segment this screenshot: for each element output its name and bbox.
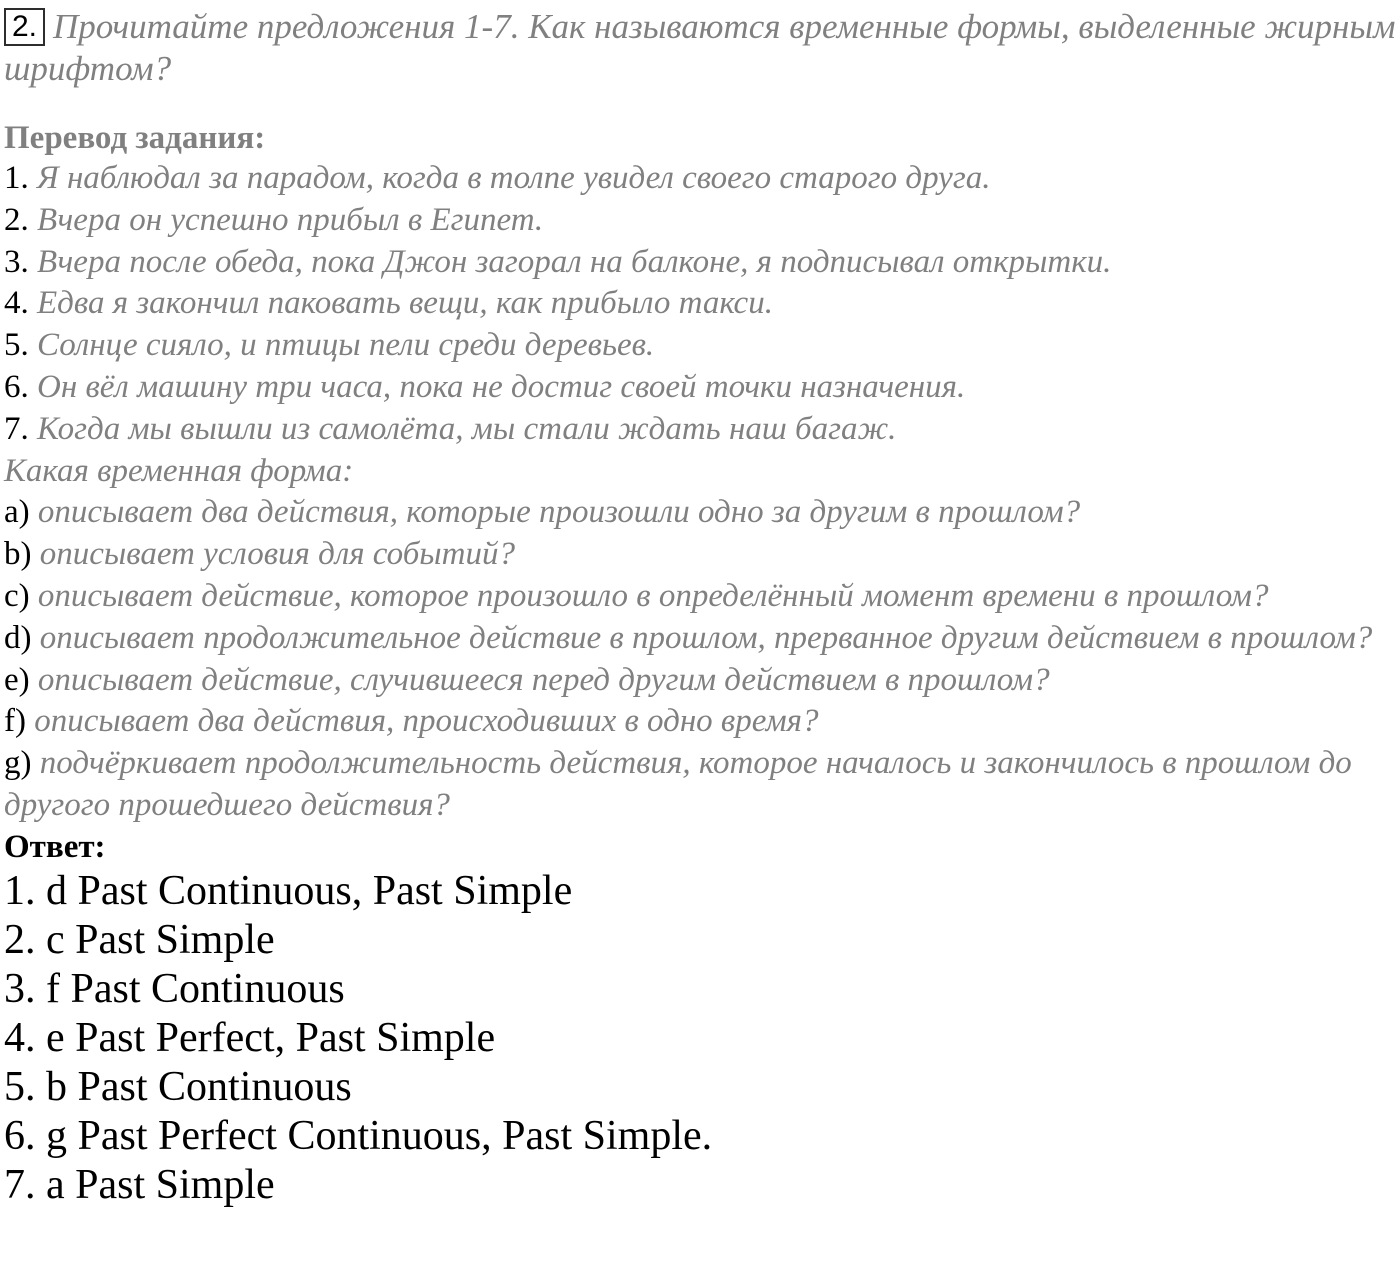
- sentence-text: Когда мы вышли из самолёта, мы стали ждать наш багаж.: [37, 410, 897, 447]
- option-text: описывает действие, случившееся перед другим действием в прошлом?: [37, 661, 1050, 698]
- sentence-text: Я наблюдал за парадом, когда в толпе увидел своего старого друга.: [37, 160, 991, 196]
- answer-line: 4. e Past Perfect, Past Simple: [4, 1014, 496, 1061]
- answer-line: 5. b Past Continuous: [4, 1063, 352, 1110]
- option-item: [4, 743, 1400, 827]
- answer-line: 7. a Past Simple: [4, 1161, 275, 1208]
- sentence-text: Вчера после обеда, пока Джон загорал на балконе, я подписывал открытки.: [37, 243, 1112, 280]
- sentence-number: 2.: [4, 201, 29, 238]
- sentence-text: Вчера он успешно прибыл в Египет.: [37, 201, 544, 238]
- sentence-text: Солнце сияло, и птицы пели среди деревьев.: [37, 327, 655, 364]
- sentence-item: [4, 158, 1400, 200]
- option-item: [4, 534, 1400, 576]
- option-text: описывает два действия, происходивших в одно время?: [34, 703, 819, 740]
- answer-line: 3. f Past Continuous: [4, 965, 345, 1012]
- translation-heading: Перевод задания:: [4, 120, 266, 156]
- option-letter: c): [4, 577, 30, 614]
- sentence-number: 6.: [4, 368, 29, 405]
- sentence-text: Едва я закончил паковать вещи, как прибыло такси.: [37, 285, 773, 322]
- sentence-number: 5.: [4, 327, 29, 364]
- option-item: [4, 660, 1400, 702]
- spacer: [4, 90, 1400, 118]
- option-text: описывает действие, которое произошло в определённый момент времени в прошлом?: [37, 577, 1269, 614]
- option-list: [4, 492, 1400, 826]
- task-header: [4, 6, 1400, 90]
- answer-heading: Ответ:: [4, 828, 106, 865]
- option-letter: d): [4, 619, 32, 656]
- option-letter: f): [4, 703, 26, 740]
- option-letter: b): [4, 536, 32, 573]
- answer-line: 6. g Past Perfect Continuous, Past Simple.: [4, 1112, 713, 1159]
- option-item: [4, 618, 1400, 660]
- task-instruction: Прочитайте предложения 1-7. Как называются временные формы, выделенные жирным шрифтом?: [4, 7, 1396, 88]
- sentence-number: 4.: [4, 285, 29, 322]
- answer-line: 2. c Past Simple: [4, 916, 275, 963]
- sentence-item: [4, 200, 1400, 242]
- sentence-item: [4, 283, 1400, 325]
- question-prompt: Какая временная форма:: [4, 452, 354, 489]
- answer-list: [4, 867, 1400, 1210]
- sentence-text: Он вёл машину три часа, пока не достиг своей точки назначения.: [37, 368, 966, 405]
- answer-line: 1. d Past Continuous, Past Simple: [4, 867, 573, 914]
- sentence-item: [4, 242, 1400, 284]
- sentence-number: 7.: [4, 410, 29, 447]
- option-text: описывает условия для событий?: [39, 536, 515, 573]
- option-item: [4, 492, 1400, 534]
- sentence-number: 1.: [4, 160, 29, 196]
- option-text: описывает два действия, которые произошли одно за другим в прошлом?: [37, 494, 1081, 531]
- option-text: описывает продолжительное действие в прошлом, прерванное другим действием в прошлом?: [39, 619, 1373, 656]
- option-text: подчёркивает продолжительность действия, которое началось и закончилось в прошлом до другого прошедшего действия?: [4, 745, 1352, 823]
- option-letter: g): [4, 745, 32, 782]
- task-number: 2.: [4, 8, 45, 46]
- sentence-number: 3.: [4, 243, 29, 280]
- option-letter: e): [4, 661, 30, 698]
- option-letter: a): [4, 494, 30, 531]
- sentence-item: [4, 367, 1400, 409]
- document-page: [0, 6, 1400, 1277]
- option-item: [4, 576, 1400, 618]
- sentence-item: [4, 409, 1400, 451]
- sentence-item: [4, 325, 1400, 367]
- sentence-list: [4, 158, 1400, 451]
- option-item: [4, 701, 1400, 743]
